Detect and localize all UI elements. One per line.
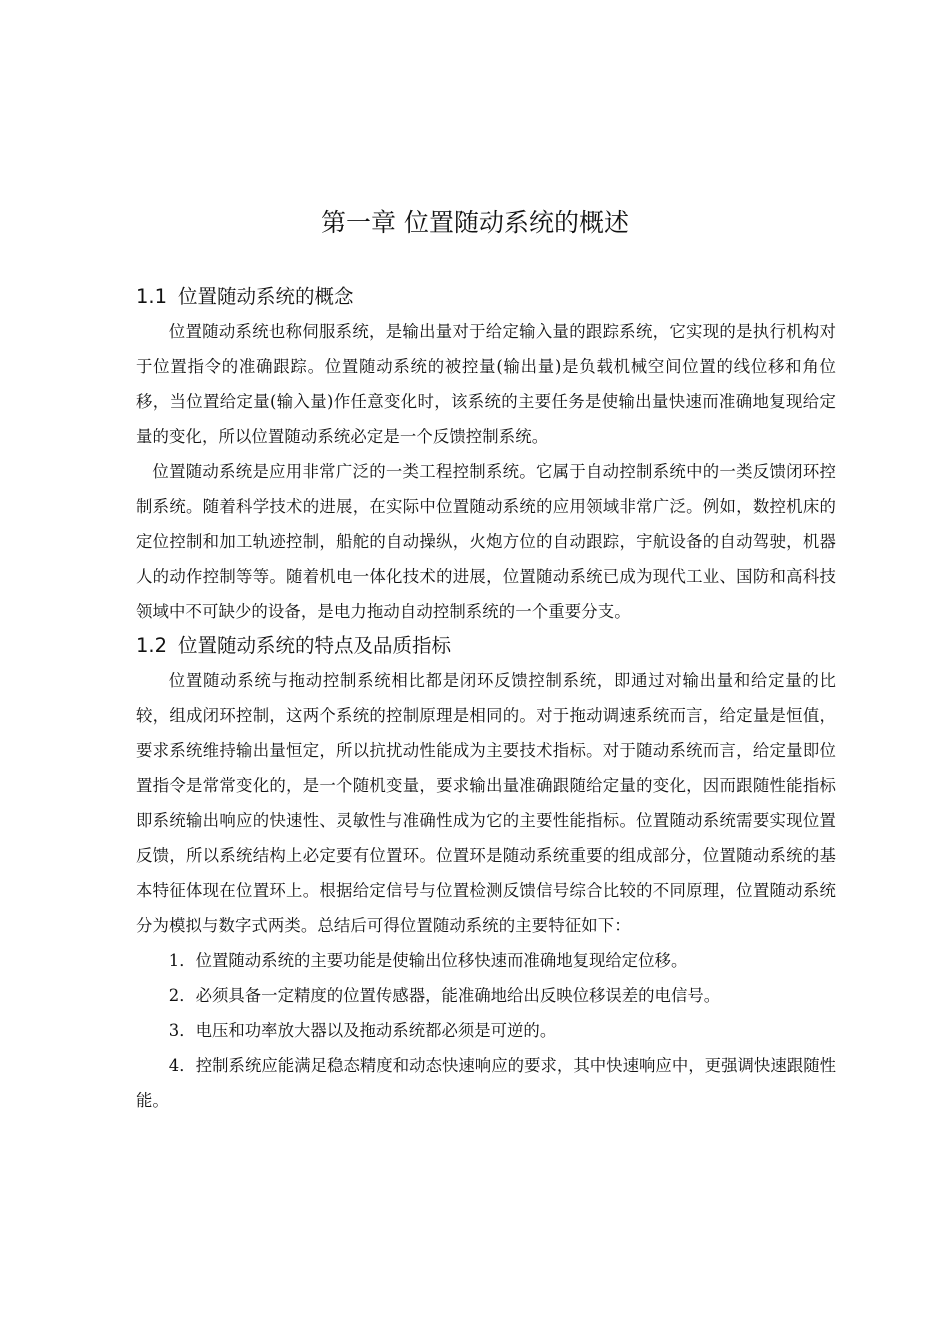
list-index: 3．: [168, 1021, 196, 1040]
section-title: 位置随动系统的特点及品质指标: [178, 634, 452, 657]
list-text: 必须具备一定精度的位置传感器，能准确地给出反映位移误差的电信号。: [195, 986, 721, 1005]
section-title: 位置随动系统的概念: [178, 285, 354, 308]
list-item: [136, 978, 836, 1013]
list-index: 4．: [168, 1056, 196, 1075]
section-number: 1.2: [136, 634, 168, 657]
section-number: 1.1: [136, 285, 168, 308]
list-text: 控制系统应能满足稳态精度和动态快速响应的要求，其中快速响应中，更强调快速跟随性能。: [136, 1056, 837, 1110]
paragraph: 位置随动系统与拖动控制系统相比都是闭环反馈控制系统，即通过对输出量和给定量的比较，组成闭环控制，这两个系统的控制原理是相同的。对于拖动调速系统而言，给定量是恒值，要求系统维持输出量恒定，所以抗扰动性能成为主要技术指标。对于随动系统而言，给定量即位置指令是常常变化的，是一个随机变量，要求输出量准确跟随给定量的变化，因而跟随性能指标即系统输出响应的快速性、灵敏性与准确性成为它的主要性能指标。位置随动系统需要实现位置反馈，所以系统结构上必定要有位置环。位置环是随动系统重要的组成部分，位置随动系统的基本特征体现在位置环上。根据给定信号与位置检测反馈信号综合比较的不同原理，位置随动系统分为模拟与数字式两类。总结后可得位置随动系统的主要特征如下：: [136, 671, 836, 935]
section-heading-1-2: [136, 629, 836, 663]
list-text: 位置随动系统的主要功能是使输出位移快速而准确地复现给定位移。: [195, 951, 688, 970]
list-index: 2．: [168, 986, 196, 1005]
list-item: [136, 1048, 836, 1118]
document-body: [136, 280, 836, 1118]
paragraph: 位置随动系统也称伺服系统，是输出量对于给定输入量的跟踪系统，它实现的是执行机构对于位置指令的准确跟踪。位置随动系统的被控量(输出量)是负载机械空间位置的线位移和角位移，当位置给定量(输入量)作任意变化时，该系统的主要任务是使输出量快速而准确地复现给定量的变化，所以位置随动系统必定是一个反馈控制系统。: [136, 322, 836, 446]
list-item: [136, 1013, 836, 1048]
paragraph: 位置随动系统是应用非常广泛的一类工程控制系统。它属于自动控制系统中的一类反馈闭环控制系统。随着科学技术的进展，在实际中位置随动系统的应用领域非常广泛。例如，数控机床的定位控制和加工轨迹控制，船舵的自动操纵，火炮方位的自动跟踪，宇航设备的自动驾驶，机器人的动作控制等等。随着机电一体化技术的进展，位置随动系统已成为现代工业、国防和高科技领域中不可缺少的设备，是电力拖动自动控制系统的一个重要分支。: [136, 462, 836, 621]
list-index: 1．: [168, 951, 196, 970]
list-item: [136, 943, 836, 978]
section-heading-1-1: [136, 280, 836, 314]
chapter-title: 第一章 位置随动系统的概述: [321, 208, 629, 237]
list-text: 电压和功率放大器以及拖动系统都必须是可逆的。: [195, 1021, 557, 1040]
